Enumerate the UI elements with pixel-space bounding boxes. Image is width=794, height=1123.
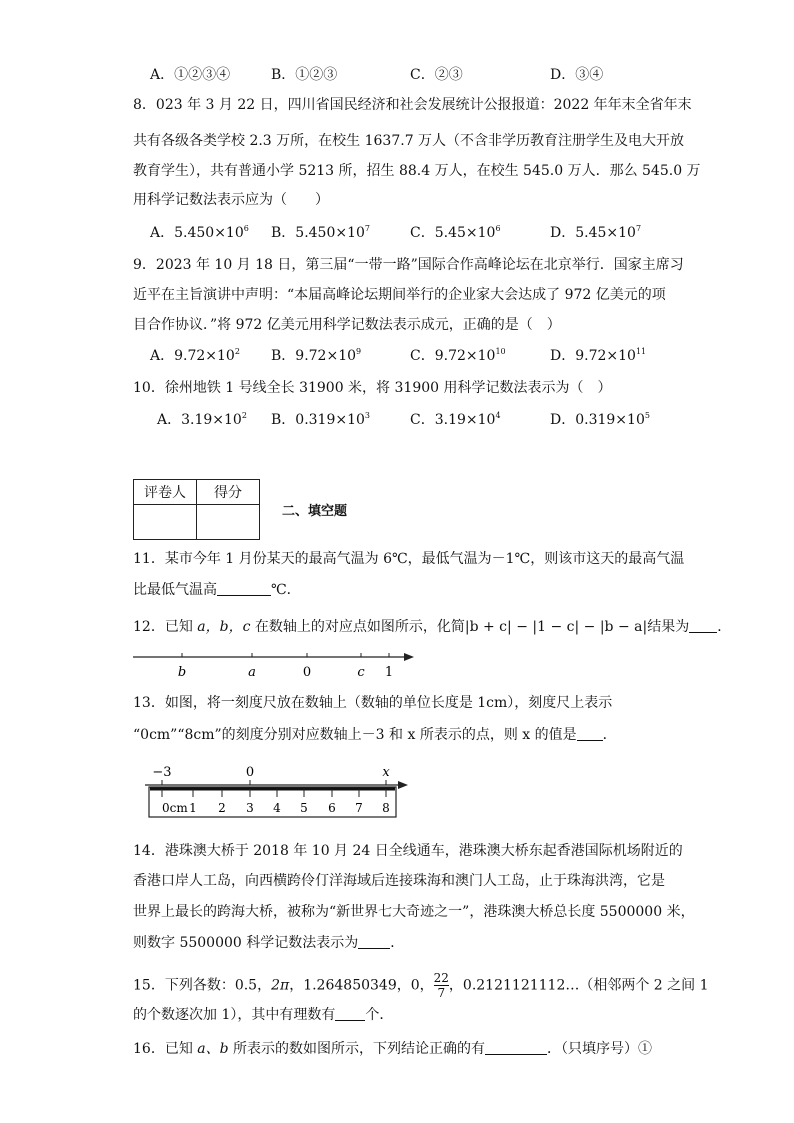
q10-option-b: B．$0.319\times 10^3$ — [271, 411, 371, 428]
axis-label-minus3: −3 — [152, 765, 172, 780]
q15-line-2: 的个数逐次加 1），其中有理数有 个． — [133, 1007, 394, 1023]
q7-option-a: A．①②③④ — [150, 67, 231, 83]
q13-line-2: “0cm”“8cm”的刻度分别对应数轴上－3 和 x 所表示的点，则 x 的值是 ． — [133, 727, 617, 743]
label-c: c — [357, 665, 365, 680]
q7-option-d: D．③④ — [550, 67, 604, 83]
q8-option-c: C．$5.45\times 10^6$ — [410, 224, 501, 241]
label-b: b — [177, 665, 187, 680]
score-cell[interactable] — [197, 505, 260, 540]
q8-line-4: 用科学记数法表示应为（ ） — [133, 192, 329, 208]
q9-options — [0, 346, 794, 366]
q14-line-3: 世界上最长的跨海大桥，被称为“新世界七大奇迹之一”，港珠澳大桥总长度 5500000 米， — [133, 904, 695, 920]
q8-line-1: 8．023 年 3 月 22 日，四川省国民经济和社会发展统计公报报道：2022 年年末全省年末 — [133, 97, 692, 113]
q7-option-c: C．②③ — [410, 67, 463, 83]
ruler-label-0cm: 0cm — [162, 801, 188, 815]
q14-line-4: 则数字 5500000 科学记数法表示为 ． — [133, 935, 405, 951]
ruler-label-2: 2 — [218, 801, 226, 815]
q9-option-a: A．$9.72\times 10^2$ — [150, 347, 240, 364]
q9-line-3: 目合作协议．”将 972 亿美元用科学记数法表示成元，正确的是（ ） — [133, 317, 561, 333]
q8-line-2: 共有各级各类学校 2.3 万所，在校生 1637.7 万人（不含非学历教育注册学生及电大开放 — [133, 133, 685, 149]
q10-option-d: D．$0.319\times 10^5$ — [550, 411, 650, 428]
q13-line-1: 13．如图，将一刻度尺放在数轴上（数轴的单位长度是 1cm），刻度尺上表示 — [133, 695, 613, 711]
q7-options — [0, 65, 794, 85]
q14-line-2: 香港口岸人工岛，向西横跨伶仃洋海域后连接珠海和澳门人工岛，止于珠海洪湾，它是 — [133, 873, 665, 889]
label-1: 1 — [384, 665, 394, 680]
label-a: a — [248, 665, 256, 680]
ruler-label-4: 4 — [273, 801, 281, 815]
arrow-icon — [404, 653, 414, 661]
q8-options — [0, 223, 794, 243]
q9-line-1: 9．2023 年 10 月 18 日，第三届“一带一路”国际合作高峰论坛在北京举行．国家主席习 — [133, 257, 684, 273]
q14-line-1: 14．港珠澳大桥于 2018 年 10 月 24 日全线通车，港珠澳大桥东起香港国际机场附近的 — [133, 843, 683, 859]
q11-line-1: 11．某市今年 1 月份某天的最高气温为 6℃，最低气温为－1℃，则该市这天的最高气温 — [133, 551, 685, 567]
reviewer-header: 评卷人 — [134, 480, 197, 505]
q10-line-1: 10．徐州地铁 1 号线全长 31900 米，将 31900 用科学记数法表示为（ ） — [133, 380, 612, 396]
axis-label-0: 0 — [245, 765, 255, 780]
q11-line-2: 比最低气温高 ℃． — [133, 582, 301, 598]
q8-option-b: B．$5.450\times 10^7$ — [271, 224, 371, 241]
ruler-label-5: 5 — [300, 801, 308, 815]
q12-line: 12．已知 a，b，c 在数轴上的对应点如图所示，化简|b + c| − |1 − c| − |b − a|结果为 ． — [133, 619, 732, 635]
q13-answer-blank[interactable] — [577, 726, 603, 741]
q13-ruler-figure — [140, 758, 415, 820]
ruler-label-6: 6 — [328, 801, 336, 815]
q10-option-c: C．$3.19\times 10^4$ — [410, 411, 501, 428]
section-title: 二、填空题 — [282, 504, 348, 519]
q9-option-b: B．$9.72\times 10^9$ — [271, 347, 362, 364]
q9-option-d: D．$9.72\times 10^{11}$ — [550, 347, 647, 364]
score-table — [133, 479, 260, 540]
ruler-label-3: 3 — [246, 801, 254, 815]
label-0: 0 — [302, 665, 312, 680]
two-pi: 2π — [271, 977, 290, 994]
q8-line-3: 教育学生），共有普通小学 5213 所，招生 88.4 万人，在校生 545.0 万人．那么 545.0 万 — [133, 163, 701, 179]
q15-answer-blank[interactable] — [335, 1006, 365, 1021]
q9-option-c: C．$9.72\times 10^{10}$ — [410, 347, 506, 364]
fraction-22-7: $\frac{22}{7}$ — [433, 971, 449, 1000]
q16-answer-blank[interactable] — [485, 1040, 547, 1055]
ruler-label-1: 1 — [189, 801, 197, 815]
q10-options — [0, 410, 794, 430]
q11-answer-blank[interactable] — [217, 581, 271, 596]
ruler-label-8: 8 — [382, 801, 390, 815]
q12-expression: |b + c| − |1 − c| − |b − a| — [464, 619, 648, 635]
q12-number-line — [130, 649, 420, 683]
q8-option-a: A．$5.450\times 10^6$ — [150, 224, 249, 241]
q12-answer-blank[interactable] — [689, 618, 717, 633]
ruler-label-7: 7 — [355, 801, 363, 815]
q15-line-1: 15．下列各数：0.5，2π，1.264850349，0， $\frac{22}{7}$ ，0.2121121112…（相邻两个 2 之间 1 — [133, 971, 709, 1000]
arrow-icon — [398, 781, 408, 789]
q14-answer-blank[interactable] — [358, 934, 390, 949]
q10-option-a: A．$3.19\times 10^2$ — [157, 411, 247, 428]
score-header: 得分 — [197, 480, 260, 505]
q16-line-1: 16．已知 a、b 所表示的数如图所示，下列结论正确的有 ．（只填序号）① — [133, 1041, 653, 1057]
q7-option-b: B．①②③ — [271, 67, 338, 83]
axis-label-x: x — [382, 765, 390, 780]
q8-option-d: D．$5.45\times 10^7$ — [550, 224, 642, 241]
q9-line-2: 近平在主旨演讲中声明：“本届高峰论坛期间举行的企业家大会达成了 972 亿美元的项 — [133, 287, 666, 303]
reviewer-cell[interactable] — [134, 505, 197, 540]
